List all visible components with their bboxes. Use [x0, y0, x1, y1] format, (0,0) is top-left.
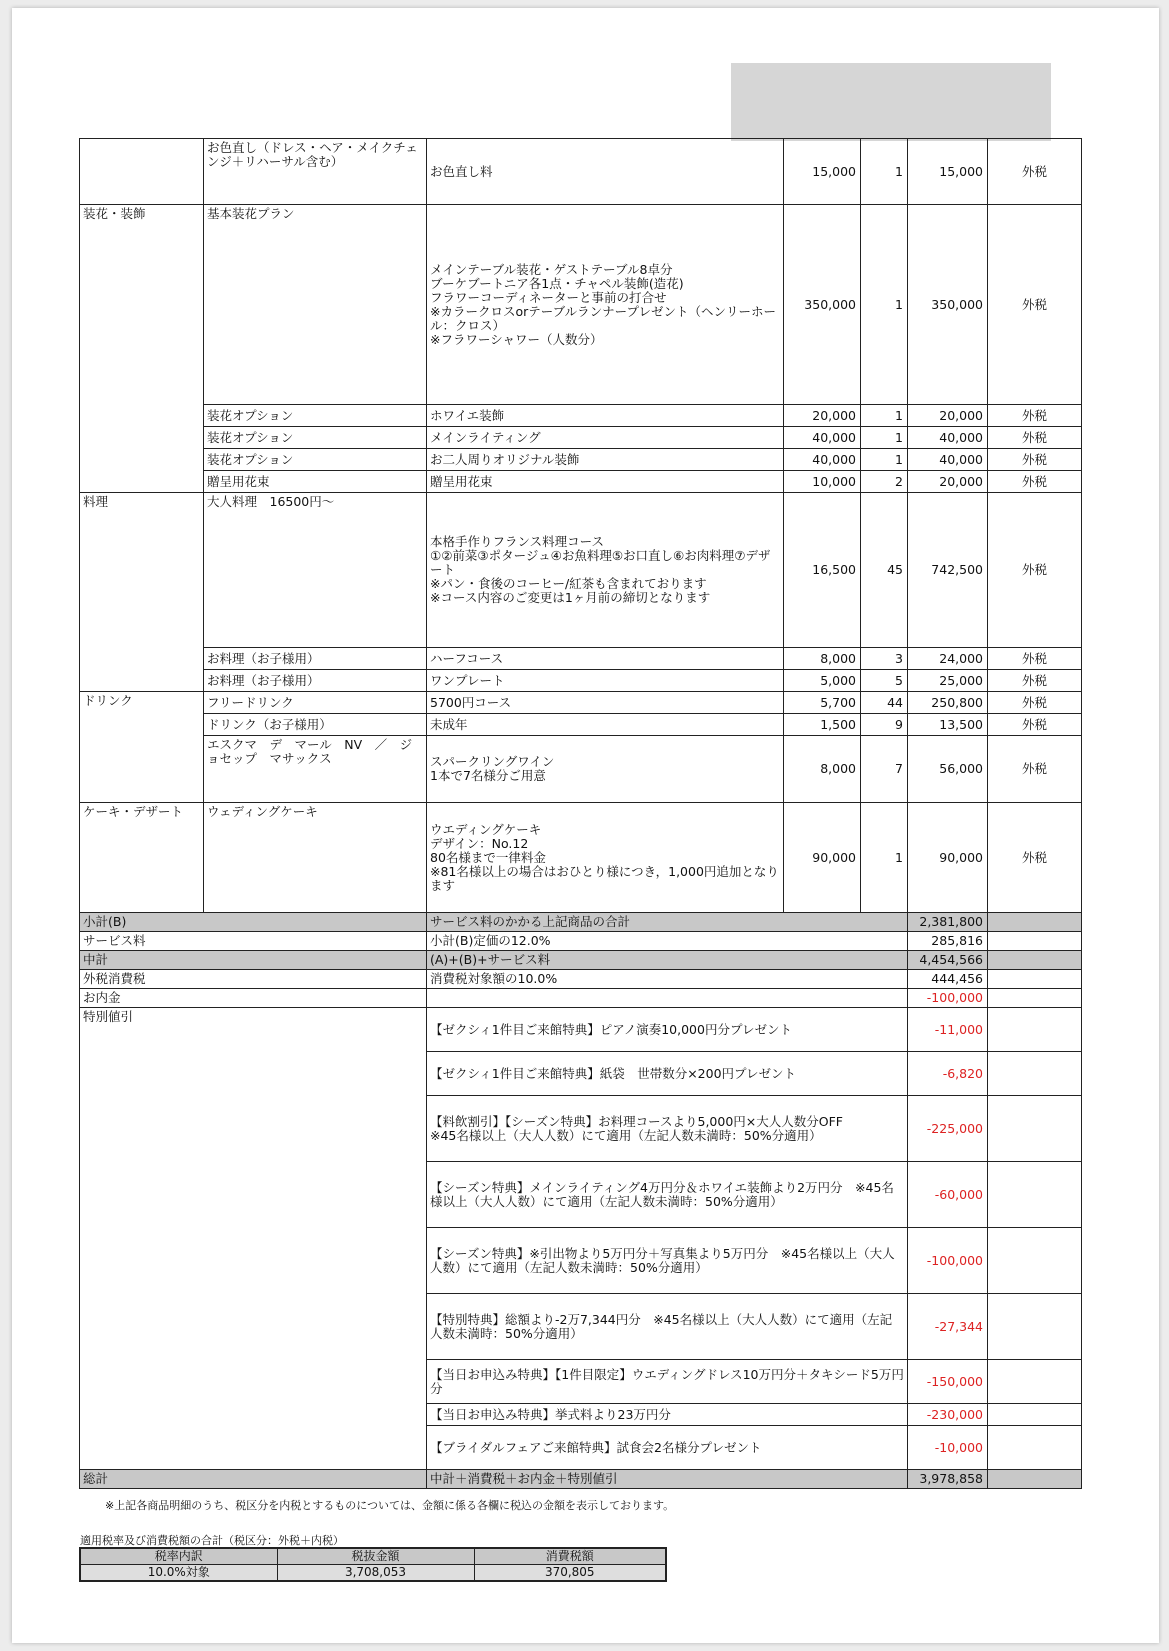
amount-cell: 25,000	[908, 670, 988, 692]
summary-row	[80, 970, 1082, 989]
summary-label: サービス料	[80, 932, 427, 951]
detail-cell: お二人周りオリジナル装飾	[427, 449, 784, 471]
table-row	[80, 670, 1082, 692]
amount-cell: 20,000	[908, 405, 988, 427]
tax-cell: 外税	[988, 493, 1082, 648]
table-row	[80, 139, 1082, 205]
detail-cell: 本格手作りフランス料理コース ①②前菜③ポタージュ④お魚料理⑤お口直し⑥お肉料理⑦デザート ※パン・食後のコーヒー/紅茶も含まれております ※コース内容のご変更は1ヶ月前の締切となります	[427, 493, 784, 648]
tax-cell: 外税	[988, 427, 1082, 449]
qty-cell: 1	[861, 205, 908, 405]
summary-tax	[988, 932, 1082, 951]
discount-tax	[988, 1294, 1082, 1360]
summary-value: -100,000	[908, 989, 988, 1008]
discount-desc: 【シーズン特典】※引出物より5万円分＋写真集より5万円分 ※45名様以上（大人人数）にて適用（左記人数未満時：50%分適用）	[427, 1228, 908, 1294]
summary-label: 外税消費税	[80, 970, 427, 989]
amount-cell: 40,000	[908, 427, 988, 449]
qty-cell: 5	[861, 670, 908, 692]
item-cell: お料理（お子様用）	[204, 670, 427, 692]
price-cell: 15,000	[784, 139, 861, 205]
item-cell: 大人料理 16500円～	[204, 493, 427, 648]
summary-desc: サービス料のかかる上記商品の合計	[427, 913, 908, 932]
discount-desc: 【特別特典】総額より-2万7,344円分 ※45名様以上（大人人数）にて適用（左記人数未満時：50%分適用）	[427, 1294, 908, 1360]
discount-tax	[988, 1096, 1082, 1162]
item-cell: 装花オプション	[204, 449, 427, 471]
summary-tax	[988, 989, 1082, 1008]
discount-desc: 【ブライダルフェアご来館特典】試食会2名様分プレゼント	[427, 1426, 908, 1470]
table-row	[80, 471, 1082, 493]
discount-tax	[988, 1052, 1082, 1096]
detail-cell: メインライティング	[427, 427, 784, 449]
item-cell: 基本装花プラン	[204, 205, 427, 405]
table-row	[80, 803, 1082, 913]
category-cell	[80, 714, 204, 736]
summary-tax	[988, 970, 1082, 989]
detail-cell: ワンプレート	[427, 670, 784, 692]
detail-cell: 贈呈用花束	[427, 471, 784, 493]
price-cell: 350,000	[784, 205, 861, 405]
tax-amount: 370,805	[474, 1565, 666, 1582]
qty-cell: 1	[861, 803, 908, 913]
category-cell: ドリンク	[80, 692, 204, 714]
summary-desc: 小計(B)定価の12.0%	[427, 932, 908, 951]
total-value: 3,978,858	[908, 1470, 988, 1489]
discount-desc: 【当日お申込み特典】挙式料より23万円分	[427, 1404, 908, 1426]
summary-row	[80, 989, 1082, 1008]
discount-value: -225,000	[908, 1096, 988, 1162]
discount-value: -10,000	[908, 1426, 988, 1470]
category-cell	[80, 405, 204, 427]
table-row	[80, 449, 1082, 471]
detail-cell: ウエディングケーキ デザイン：No.12 80名様まで一律料金 ※81名様以上の場合はおひとり様につき，1,000円追加となります	[427, 803, 784, 913]
item-cell: 装花オプション	[204, 427, 427, 449]
detail-cell: 未成年	[427, 714, 784, 736]
price-cell: 20,000	[784, 405, 861, 427]
discount-tax	[988, 1228, 1082, 1294]
category-cell: 装花・装飾	[80, 205, 204, 405]
detail-cell: 5700円コース	[427, 692, 784, 714]
total-desc: 中計＋消費税＋お内金＋特別値引	[427, 1470, 908, 1489]
table-row	[80, 648, 1082, 670]
discount-tax	[988, 1162, 1082, 1228]
tax-cell: 外税	[988, 648, 1082, 670]
price-cell: 8,000	[784, 648, 861, 670]
amount-cell: 40,000	[908, 449, 988, 471]
table-row	[80, 405, 1082, 427]
summary-label: お内金	[80, 989, 427, 1008]
discount-row	[80, 1008, 1082, 1052]
tax-summary-caption: 適用税率及び消費税額の合計（税区分：外税＋内税）	[80, 1534, 344, 1547]
tax-cell: 外税	[988, 714, 1082, 736]
amount-cell: 15,000	[908, 139, 988, 205]
summary-label: 小計(B)	[80, 913, 427, 932]
qty-cell: 1	[861, 427, 908, 449]
detail-cell: お色直し料	[427, 139, 784, 205]
discount-desc: 【ゼクシィ1件目ご来館特典】ピアノ演奏10,000円分プレゼント	[427, 1008, 908, 1052]
redacted-area	[731, 63, 1051, 141]
discount-value: -60,000	[908, 1162, 988, 1228]
item-cell: エスクマ デ マール NV ／ ジョセップ マサックス	[204, 736, 427, 803]
price-cell: 10,000	[784, 471, 861, 493]
item-cell: ドリンク（お子様用）	[204, 714, 427, 736]
table-row	[80, 205, 1082, 405]
qty-cell: 9	[861, 714, 908, 736]
summary-value: 285,816	[908, 932, 988, 951]
tax-cell: 外税	[988, 471, 1082, 493]
summary-row	[80, 932, 1082, 951]
tax-cell: 外税	[988, 803, 1082, 913]
price-cell: 16,500	[784, 493, 861, 648]
qty-cell: 1	[861, 449, 908, 471]
qty-cell: 2	[861, 471, 908, 493]
amount-cell: 742,500	[908, 493, 988, 648]
tax-cell: 外税	[988, 692, 1082, 714]
tax-value-row	[80, 1565, 666, 1582]
discount-desc: 【料飲割引】【シーズン特典】お料理コースより5,000円×大人人数分OFF ※45名様以上（大人人数）にて適用（左記人数未満時：50%分適用）	[427, 1096, 908, 1162]
qty-cell: 1	[861, 139, 908, 205]
qty-cell: 3	[861, 648, 908, 670]
summary-row	[80, 913, 1082, 932]
footnote: ※上記各商品明細のうち、税区分を内税とするものについては、金額に係る各欄に税込の金額を表示しております。	[105, 1499, 675, 1512]
item-cell: 装花オプション	[204, 405, 427, 427]
qty-cell: 45	[861, 493, 908, 648]
detail-cell: ハーフコース	[427, 648, 784, 670]
amount-cell: 13,500	[908, 714, 988, 736]
discount-desc: 【ゼクシィ1件目ご来館特典】紙袋 世帯数分×200円プレゼント	[427, 1052, 908, 1096]
category-cell	[80, 471, 204, 493]
detail-cell: ホワイエ装飾	[427, 405, 784, 427]
summary-value: 444,456	[908, 970, 988, 989]
discount-tax	[988, 1360, 1082, 1404]
price-cell: 40,000	[784, 427, 861, 449]
summary-desc: 消費税対象額の10.0%	[427, 970, 908, 989]
amount-cell: 20,000	[908, 471, 988, 493]
tax-rate: 10.0%対象	[80, 1565, 277, 1582]
tax-header-row	[80, 1548, 666, 1565]
amount-cell: 350,000	[908, 205, 988, 405]
discount-desc: 【シーズン特典】メインライティング4万円分＆ホワイエ装飾より2万円分 ※45名様以上（大人人数）にて適用（左記人数未満時：50%分適用）	[427, 1162, 908, 1228]
summary-desc	[427, 989, 908, 1008]
price-cell: 8,000	[784, 736, 861, 803]
discount-desc: 【当日お申込み特典】【1件目限定】ウエディングドレス10万円分＋タキシード5万円分	[427, 1360, 908, 1404]
item-cell: ウェディングケーキ	[204, 803, 427, 913]
tax-header-rate: 税率内訳	[80, 1548, 277, 1565]
category-cell	[80, 648, 204, 670]
category-cell: ケーキ・デザート	[80, 803, 204, 913]
tax-header-tax: 消費税額	[474, 1548, 666, 1565]
table-row	[80, 736, 1082, 803]
summary-tax	[988, 951, 1082, 970]
discount-tax	[988, 1404, 1082, 1426]
summary-desc: (A)+(B)+サービス料	[427, 951, 908, 970]
amount-cell: 250,800	[908, 692, 988, 714]
discount-tax	[988, 1008, 1082, 1052]
qty-cell: 1	[861, 405, 908, 427]
summary-label: 中計	[80, 951, 427, 970]
item-cell: お料理（お子様用）	[204, 648, 427, 670]
discount-value: -27,344	[908, 1294, 988, 1360]
category-cell	[80, 449, 204, 471]
tax-header-base: 税抜金額	[277, 1548, 474, 1565]
price-cell: 5,000	[784, 670, 861, 692]
estimate-table	[79, 138, 1082, 1489]
tax-cell: 外税	[988, 405, 1082, 427]
tax-base-amount: 3,708,053	[277, 1565, 474, 1582]
summary-tax	[988, 913, 1082, 932]
discount-tax	[988, 1426, 1082, 1470]
amount-cell: 24,000	[908, 648, 988, 670]
discount-value: -230,000	[908, 1404, 988, 1426]
tax-cell: 外税	[988, 205, 1082, 405]
amount-cell: 56,000	[908, 736, 988, 803]
category-cell	[80, 427, 204, 449]
price-cell: 1,500	[784, 714, 861, 736]
discount-value: -100,000	[908, 1228, 988, 1294]
summary-value: 2,381,800	[908, 913, 988, 932]
detail-cell: スパークリングワイン 1本で7名様分ご用意	[427, 736, 784, 803]
table-row	[80, 714, 1082, 736]
category-cell	[80, 736, 204, 803]
tax-cell: 外税	[988, 670, 1082, 692]
qty-cell: 44	[861, 692, 908, 714]
tax-summary-table	[79, 1547, 667, 1582]
discount-value: -150,000	[908, 1360, 988, 1404]
item-cell: 贈呈用花束	[204, 471, 427, 493]
table-row	[80, 493, 1082, 648]
price-cell: 40,000	[784, 449, 861, 471]
price-cell: 90,000	[784, 803, 861, 913]
item-cell: お色直し（ドレス・ヘア・メイクチェンジ＋リハーサル含む）	[204, 139, 427, 205]
amount-cell: 90,000	[908, 803, 988, 913]
table-row	[80, 427, 1082, 449]
total-tax	[988, 1470, 1082, 1489]
table-row	[80, 692, 1082, 714]
category-cell: 料理	[80, 493, 204, 648]
price-cell: 5,700	[784, 692, 861, 714]
qty-cell: 7	[861, 736, 908, 803]
summary-value: 4,454,566	[908, 951, 988, 970]
tax-cell: 外税	[988, 736, 1082, 803]
discount-value: -11,000	[908, 1008, 988, 1052]
total-row	[80, 1470, 1082, 1489]
tax-cell: 外税	[988, 449, 1082, 471]
total-label: 総計	[80, 1470, 427, 1489]
tax-cell: 外税	[988, 139, 1082, 205]
summary-row	[80, 951, 1082, 970]
category-cell	[80, 139, 204, 205]
category-cell	[80, 670, 204, 692]
detail-cell: メインテーブル装花・ゲストテーブル8卓分 ブーケブートニア各1点・チャペル装飾(造花) フラワーコーディネーターと事前の打合せ ※カラークロスorテーブルランナープレゼント（ヘンリーホール：クロス） ※フラワーシャワー（人数分）	[427, 205, 784, 405]
discount-value: -6,820	[908, 1052, 988, 1096]
item-cell: フリードリンク	[204, 692, 427, 714]
discount-label: 特別値引	[80, 1008, 427, 1470]
